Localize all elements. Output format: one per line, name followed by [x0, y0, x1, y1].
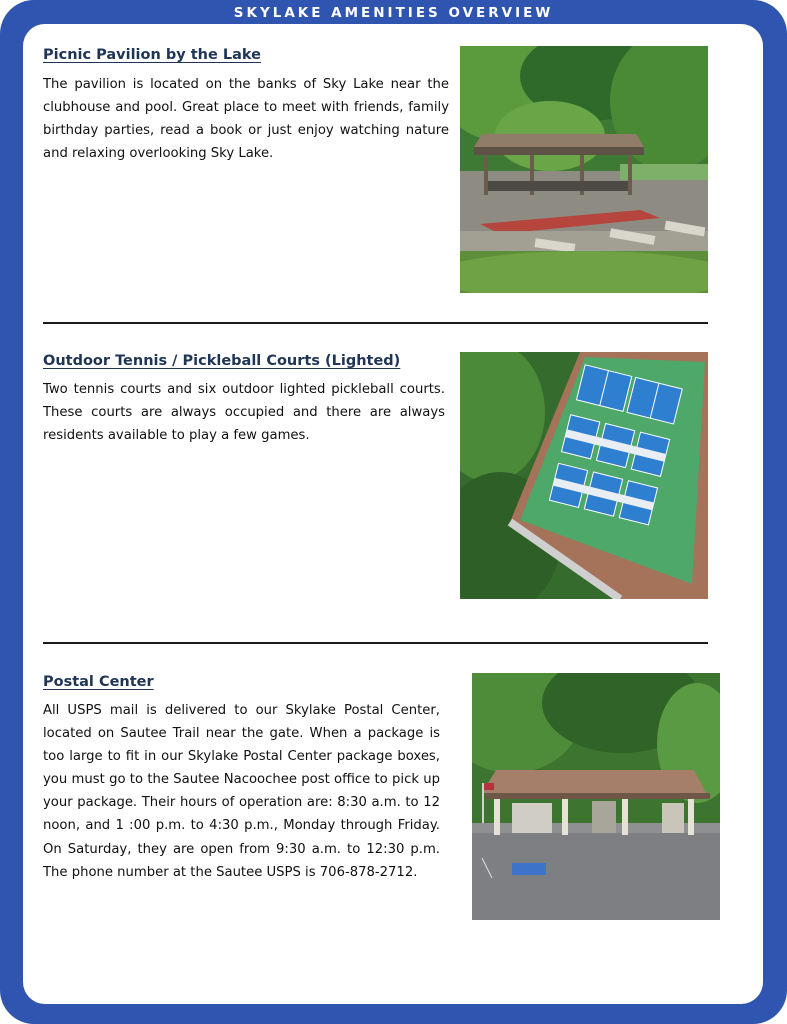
section-divider — [43, 642, 708, 644]
section-heading-picnic-pavilion: Picnic Pavilion by the Lake — [43, 47, 261, 63]
banner-title: SKYLAKE AMENITIES OVERVIEW — [233, 5, 554, 21]
section-heading-courts: Outdoor Tennis / Pickleball Courts (Lighted) — [43, 353, 401, 369]
picnic-pavilion-photo — [460, 46, 708, 293]
section-body-picnic-pavilion: The pavilion is located on the banks of Sky Lake near the clubhouse and pool. Great place to meet with friends, family birthday parties, read a book or just enjoy watching nature and relaxing overlooking Sky Lake. — [43, 77, 449, 162]
content-page — [23, 24, 763, 1004]
courts-aerial-photo — [460, 352, 708, 599]
section-divider — [43, 322, 708, 324]
section-body-postal-center: All USPS mail is delivered to our Skylake Postal Center, located on Sautee Trail near the gate. When a package is too large to fit in our Skylake Postal Center package boxes, you must go to the Sautee Nacoochee post office to pick up your package. Their hours of operation are: 8:30 a.m. to 12 noon, and 1 :00 p.m. to 4:30 p.m., Monday through Friday. On Saturday, they are open from 9:30 a.m. to 12:30 p.m. The phone number at the Sautee USPS is 706-878-2712. — [43, 703, 440, 880]
postal-center-photo — [472, 673, 720, 920]
section-body-courts: Two tennis courts and six outdoor lighted pickleball courts. These courts are always occupied and there are always residents available to play a few games. — [43, 382, 445, 444]
section-heading-postal-center: Postal Center — [43, 674, 154, 690]
